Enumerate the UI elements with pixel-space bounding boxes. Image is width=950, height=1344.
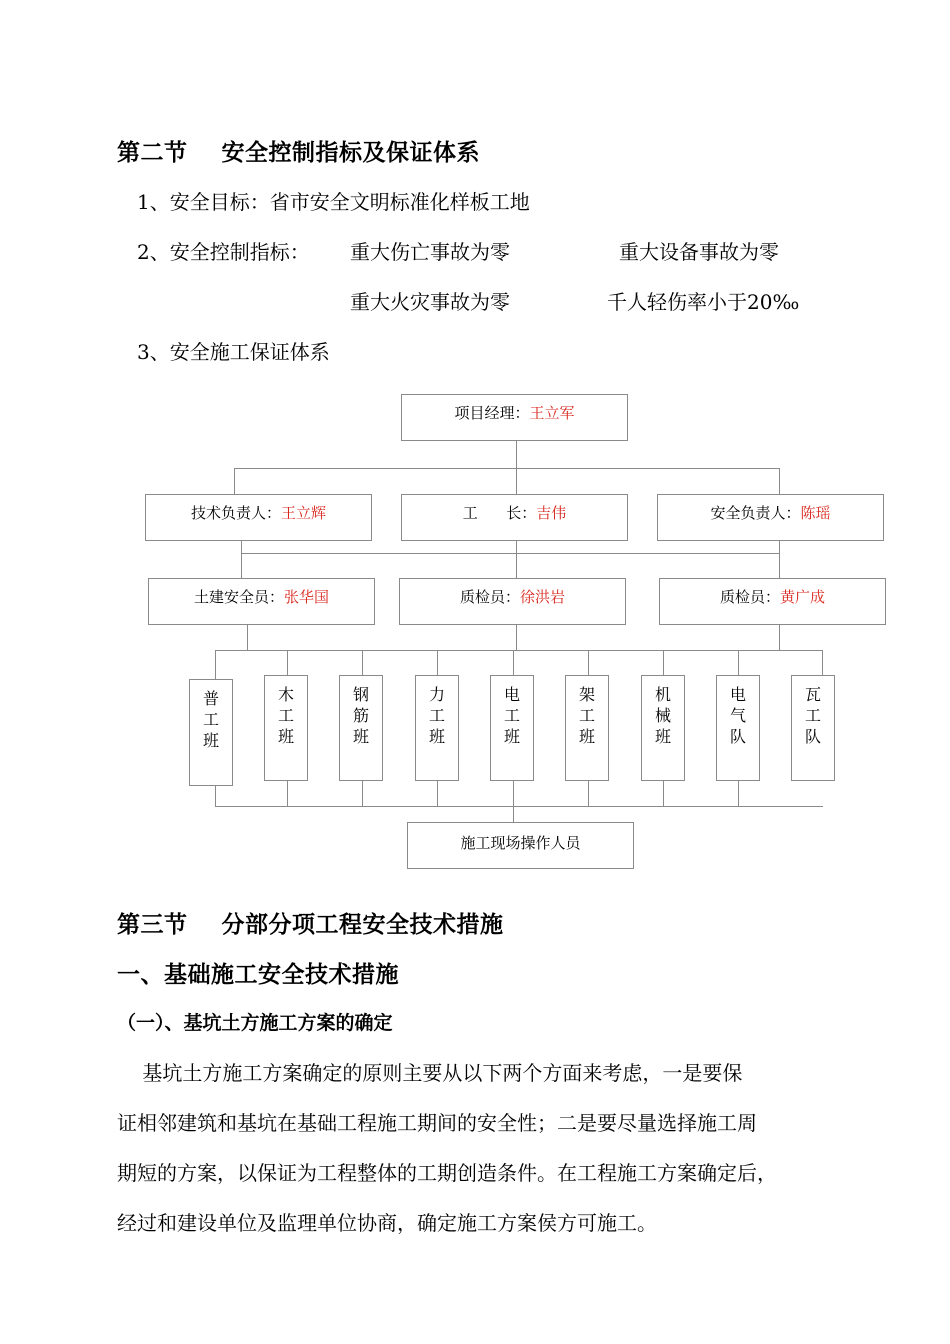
team-masonry — [791, 675, 835, 781]
inspector-box-2 — [659, 578, 886, 625]
safety-index-label: 2、安全控制指标： — [137, 240, 310, 264]
connector — [215, 785, 216, 807]
connector — [516, 541, 517, 578]
connector — [234, 468, 235, 494]
team-char: 械 — [654, 706, 671, 725]
role-label: 安全负责人： — [710, 504, 801, 522]
connector — [516, 440, 517, 468]
connector — [241, 541, 242, 578]
team-char: 瓦 — [804, 685, 821, 704]
safety-goal: 1、安全目标：省市安全文明标准化样板工地 — [137, 190, 530, 214]
team-char: 力 — [428, 685, 445, 704]
connector — [663, 650, 664, 675]
section-2-title: 第二节 安全控制指标及保证体系 — [117, 140, 481, 166]
safety-officer-box — [148, 578, 375, 625]
team-char: 工 — [202, 710, 219, 729]
team-char: 工 — [277, 706, 294, 725]
target-fire: 重大火灾事故为零 — [350, 290, 510, 314]
team-char: 架 — [578, 685, 595, 704]
section-3-title: 第三节 分部分项工程安全技术措施 — [117, 912, 504, 938]
connector — [437, 780, 438, 807]
safety-lead-box — [657, 494, 884, 541]
connector — [738, 650, 739, 675]
connector — [215, 650, 216, 679]
role-label: 质检员： — [459, 588, 520, 606]
person-name: 王立军 — [529, 404, 575, 422]
team-labor — [415, 675, 459, 781]
role-label: 项目经理： — [454, 404, 530, 422]
team-char: 钢 — [352, 685, 369, 704]
connector — [437, 650, 438, 675]
connector — [287, 780, 288, 807]
foreman-box — [401, 494, 628, 541]
subsection-1-title: 一、基础施工安全技术措施 — [117, 962, 399, 988]
connector — [241, 553, 780, 554]
person-name: 徐洪岩 — [520, 588, 566, 606]
connector — [513, 650, 514, 675]
team-char: 筋 — [352, 706, 369, 725]
team-char: 班 — [578, 727, 595, 746]
team-char: 班 — [503, 727, 520, 746]
connector — [588, 650, 589, 675]
team-carpentry — [264, 675, 308, 781]
inspector-box-1 — [399, 578, 626, 625]
connector — [588, 780, 589, 807]
paragraph-line: 证相邻建筑和基坑在基础工程施工期间的安全性；二是要尽量选择施工周 — [117, 1111, 757, 1135]
team-machinery — [641, 675, 685, 781]
connector — [362, 650, 363, 675]
team-char: 班 — [654, 727, 671, 746]
team-rebar — [339, 675, 383, 781]
connector — [738, 780, 739, 807]
team-general-labor — [189, 679, 233, 786]
tech-lead-box — [145, 494, 372, 541]
team-char: 电 — [729, 685, 746, 704]
team-char: 工 — [503, 706, 520, 725]
operators-label: 施工现场操作人员 — [460, 834, 581, 852]
team-char: 班 — [352, 727, 369, 746]
person-name: 陈瑶 — [800, 504, 831, 522]
team-char: 机 — [654, 685, 671, 704]
paragraph-line: 经过和建设单位及监理单位协商，确定施工方案侯方可施工。 — [117, 1211, 657, 1235]
connector — [287, 650, 288, 675]
connector — [779, 541, 780, 578]
team-char: 班 — [277, 727, 294, 746]
role-label: 工 长： — [462, 504, 537, 522]
connector — [234, 468, 780, 469]
target-injury-rate: 千人轻伤率小于20‰ — [607, 290, 800, 314]
target-casualty: 重大伤亡事故为零 — [350, 240, 510, 264]
role-label: 技术负责人： — [190, 504, 281, 522]
connector — [779, 625, 780, 650]
person-name: 吉伟 — [536, 504, 567, 522]
team-electrical — [716, 675, 760, 781]
person-name: 黄广成 — [780, 588, 826, 606]
project-manager-box — [401, 394, 628, 441]
team-char: 电 — [503, 685, 520, 704]
connector — [516, 625, 517, 650]
connector — [215, 650, 823, 651]
paragraph-line: 期短的方案，以保证为工程整体的工期创造条件。在工程施工方案确定后， — [117, 1161, 777, 1185]
team-char: 工 — [578, 706, 595, 725]
target-equipment: 重大设备事故为零 — [619, 240, 779, 264]
team-char: 普 — [202, 689, 219, 708]
connector — [822, 650, 823, 675]
team-electrician — [490, 675, 534, 781]
connector — [247, 625, 248, 650]
team-char: 队 — [729, 727, 746, 746]
person-name: 张华国 — [284, 588, 330, 606]
team-char: 工 — [428, 706, 445, 725]
team-scaffolding — [565, 675, 609, 781]
team-char: 班 — [428, 727, 445, 746]
safety-system-label: 3、安全施工保证体系 — [137, 340, 330, 364]
role-label: 土建安全员： — [193, 588, 284, 606]
subsection-1-1-title: （一）、基坑土方施工方案的确定 — [117, 1012, 393, 1034]
team-char: 队 — [804, 727, 821, 746]
connector — [663, 780, 664, 807]
connector — [215, 806, 823, 807]
connector — [513, 780, 514, 822]
role-label: 质检员： — [719, 588, 780, 606]
team-char: 木 — [277, 685, 294, 704]
paragraph-line: 基坑土方施工方案确定的原则主要从以下两个方面来考虑，一是要保 — [117, 1061, 743, 1085]
team-char: 气 — [729, 706, 746, 725]
team-char: 工 — [804, 706, 821, 725]
site-operators-box — [407, 822, 634, 869]
connector — [362, 780, 363, 807]
connector — [779, 468, 780, 494]
person-name: 王立辉 — [281, 504, 327, 522]
team-char: 班 — [202, 731, 219, 750]
connector — [516, 468, 517, 494]
